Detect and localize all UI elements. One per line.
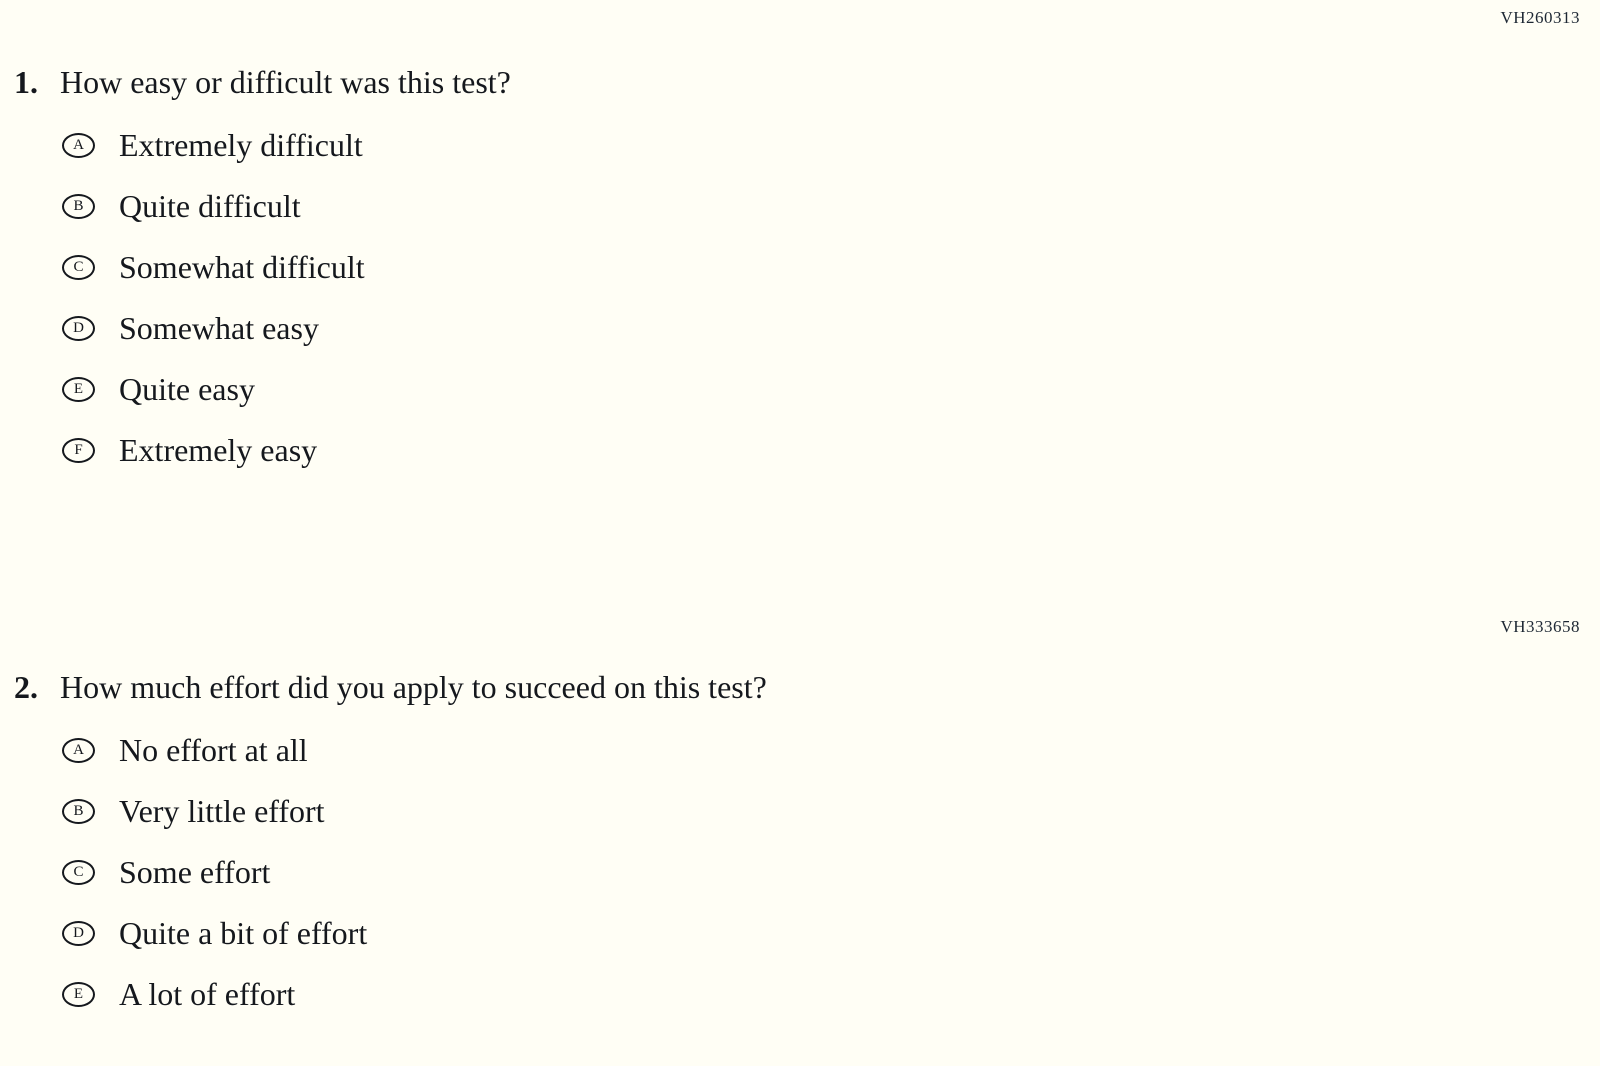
- question-2: [14, 669, 1600, 705]
- option-label: Quite a bit of effort: [119, 915, 368, 951]
- option-row-2c[interactable]: [62, 853, 1600, 891]
- option-row-1b[interactable]: [62, 187, 1600, 225]
- option-label: A lot of effort: [119, 976, 296, 1012]
- question-1: [14, 64, 1600, 100]
- option-row-2a[interactable]: [62, 731, 1600, 769]
- option-row-2e[interactable]: [62, 975, 1600, 1013]
- answer-bubble-icon[interactable]: C: [62, 255, 95, 280]
- question-2-options: [0, 731, 1600, 1013]
- option-label: Quite difficult: [119, 188, 301, 224]
- option-label: Somewhat easy: [119, 310, 319, 346]
- option-label: Very little effort: [119, 793, 325, 829]
- answer-bubble-icon[interactable]: A: [62, 133, 95, 158]
- question-1-options: [0, 126, 1600, 469]
- answer-bubble-icon[interactable]: D: [62, 316, 95, 341]
- answer-bubble-icon[interactable]: D: [62, 921, 95, 946]
- answer-bubble-icon[interactable]: C: [62, 860, 95, 885]
- question-2-text: How much effort did you apply to succeed on this test?: [60, 669, 767, 705]
- option-label: Extremely easy: [119, 432, 318, 468]
- option-row-1c[interactable]: [62, 248, 1600, 286]
- option-row-2b[interactable]: [62, 792, 1600, 830]
- option-label: Extremely difficult: [119, 127, 363, 163]
- option-row-1d[interactable]: [62, 309, 1600, 347]
- answer-bubble-icon[interactable]: E: [62, 982, 95, 1007]
- answer-bubble-icon[interactable]: B: [62, 799, 95, 824]
- option-label: Quite easy: [119, 371, 255, 407]
- question-1-block: [0, 8, 1600, 469]
- item-code-2: VH333658: [1500, 617, 1580, 636]
- question-2-block: [0, 617, 1600, 1013]
- answer-bubble-icon[interactable]: F: [62, 438, 95, 463]
- question-1-number: 1.: [14, 64, 38, 100]
- answer-bubble-icon[interactable]: E: [62, 377, 95, 402]
- question-2-number: 2.: [14, 669, 38, 705]
- answer-bubble-icon[interactable]: A: [62, 738, 95, 763]
- option-label: No effort at all: [119, 732, 308, 768]
- item-code-1: VH260313: [1500, 8, 1580, 27]
- option-row-1a[interactable]: [62, 126, 1600, 164]
- option-label: Some effort: [119, 854, 271, 890]
- option-row-1f[interactable]: [62, 431, 1600, 469]
- question-1-text: How easy or difficult was this test?: [60, 64, 511, 100]
- answer-bubble-icon[interactable]: B: [62, 194, 95, 219]
- option-label: Somewhat difficult: [119, 249, 365, 285]
- option-row-1e[interactable]: [62, 370, 1600, 408]
- option-row-2d[interactable]: [62, 914, 1600, 952]
